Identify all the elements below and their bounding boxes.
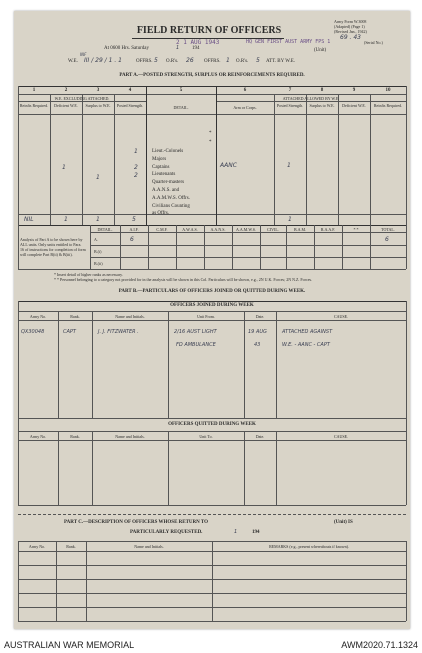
- joined-cause-line1: ATTACHED AGAINST: [282, 329, 333, 335]
- deficient-value: 1: [62, 164, 66, 171]
- form-title: FIELD RETURN OF OFFICERS: [136, 25, 282, 36]
- posted-captains: 2: [134, 164, 138, 171]
- joined-unit-line1: 2/16 AUST LIGHT: [174, 329, 217, 335]
- col-header-reinfts: Reinfts Required.: [19, 103, 49, 108]
- offrs-label: OFFRS.: [136, 59, 153, 64]
- posted-lt-col: 1: [134, 148, 138, 155]
- arm-corps-value: AANC: [220, 162, 237, 169]
- analysis-row-a: A.: [94, 237, 98, 242]
- offrs2-label: OFFRS.: [204, 59, 221, 64]
- form-reference: Army Form W.3008 (Adapted) (Page 1) (Revised Jan., 1942): [334, 19, 367, 34]
- total-posted-att: 1: [288, 216, 292, 223]
- posted-att-value: 1: [287, 162, 291, 169]
- joined-rank: CAPT: [63, 329, 76, 335]
- joined-title: OFFICERS JOINED DURING WEEK: [170, 303, 254, 308]
- col-header-reinfts-att: Reinfts Required.: [373, 103, 403, 108]
- caption-bar: [0, 636, 422, 653]
- joined-name: J. J. FITZWATER .: [98, 329, 139, 335]
- analysis-row-b2: B.(ii): [94, 261, 103, 266]
- footnote-1: * Insert detail of higher ranks as necessary.: [54, 272, 123, 277]
- col-header-posted-att: Posted Strength.: [276, 103, 304, 108]
- total-reinfts: NIL: [24, 216, 34, 223]
- col-header-surplus-att: Surplus to W.E.: [309, 103, 335, 108]
- part-b-title: PART B.—PARTICULARS OF OFFICERS JOINED OR QUITTED DURING WEEK.: [118, 289, 306, 294]
- joined-date-line2: 43: [254, 342, 261, 348]
- analysis-note: Analysis of Part A to be shown here by ALL units. Only units entitled to Para. 16 of instructions for completion of form will complete Part B(ii) & B(iii).: [20, 237, 86, 257]
- analysis-row-b1: B.(i): [94, 249, 102, 254]
- we-label: W.E.: [68, 59, 78, 64]
- col-header-deficient-att: Deficient W.E.: [342, 103, 366, 108]
- posted-lieutenants: 2: [134, 172, 138, 179]
- surplus-value: 1: [96, 174, 100, 181]
- col-header-surplus: Surplus to W.E.: [85, 103, 111, 108]
- group-header-left: W.E. EXCLUDING ATTACHED.: [54, 96, 110, 101]
- form-sheet: FIELD RETURN OF OFFICERS Army Form W.3008 (Adapted) (Page 1) (Revised Jan., 1942) 69 . 43 (Serial No.) At 0600 Hrs. Saturday 1 194 2 1 AUG 1943 HQ GEN FIRST AUST ARMY FPS 1 (Unit) INF W.E. III / 29 / 1 . 1 OFFRS. 5 O.R's. 26 OFFRS. 1 O.R's. 5 ATT. BY W.E. PART A.—POSTED STRENGTH, SURPLUS OR REINFORCEMENTS REQUIRED. 1 2 3 4 5 6 7 8 9 10 W.E. EXCLUDING ATTACHED. ATTACHED ALLOWED BY W.E. Reinfts Required. Deficient W.E. Surplus to W.E. Posted Strength. DETAIL. Arm or Corps. Posted Strength. Surplus to W.E. Deficient W.E. Reinfts Required. Lieut.-Colonels Majors Captains Lieutenants Quarter-masters A.A.N.S. and A.A.M.W.S. Offrs. Civilians Counting as Offrs. * * 1 1 1 2 2 AANC 1 NIL 1 1 5 1 Analysis of Part A to be shown here by ALL units. Only units entitled to Para. 16 of instructions for completion of form will complete Part B(ii) & B(iii). DETAIL. A.I.F. C.M.F. A.W.A.S. A.A.N.S. A.A.M.W.S. CIVIL. B.A.M. R.A.A.F. * * TOTAL. A. B.(i) B.(ii) 6 6 * Insert detail of higher ranks as necessary. * * Personnel belonging to a category not provided for in the analysis will be shown in this Col. Particulars will be shown, e.g., 2N U.K. Forces; 2N N.Z. Forces. PART B.—PARTICULARS OF OFFICERS JOINED OR QUITTED DURING WEEK. OFFICERS JOINED DURING WEEK Army No. Rank. Name and Initials. Unit From. Date. CAUSE. QX30048 CAPT J. J. FITZWATER . 2/16 AUST LIGHT FD AMBULANCE 19 AUG 43 ATTACHED AGAINST W.E. - AANC - CAPT OFFICERS QUITTED DURING WEEK Army No. Rank. Name and Initials. Unit To. Date. CAUSE. PART C.—DESCRIPTION OF OFFICERS WHOSE RETURN TO (Unit) IS PARTICULARLY REQUESTED. 1 194 Army No. Rank. Name and Initials. REMARKS (e.g., present whereabouts if known).: [14, 11, 410, 629]
- at-year: 194: [192, 46, 200, 51]
- ors2-value: 5: [256, 57, 260, 64]
- footer-credit: AUSTRALIAN WAR MEMORIAL: [4, 640, 135, 650]
- serial-label: (Serial No.): [364, 40, 383, 45]
- col-header-arm: Arm or Corps.: [233, 105, 257, 110]
- ors-label: O.R's.: [166, 59, 179, 64]
- serial-handwritten: 69 . 43: [340, 34, 361, 41]
- col-header-posted: Posted Strength.: [116, 103, 144, 108]
- at-day: 1: [176, 45, 180, 51]
- detail-list: Lieut.-Colonels Majors Captains Lieutenants Quarter-masters A.A.N.S. and A.A.M.W.S. Offrs. Civilians Counting as Offrs.: [152, 149, 190, 217]
- joined-date-line1: 19 AUG: [248, 329, 267, 335]
- we-value: III / 29 / 1 . 1: [84, 57, 122, 64]
- joined-army-no: QX30048: [21, 329, 45, 335]
- unit-label: (Unit): [314, 48, 327, 53]
- col-header-detail: DETAIL.: [173, 105, 189, 110]
- part-a-title: PART A.—POSTED STRENGTH, SURPLUS OR REINFORCEMENTS REQUIRED.: [119, 73, 305, 78]
- analysis-aif-a: 6: [130, 236, 134, 243]
- footnote-2: * * Personnel belonging to a category not provided for in the analysis will be shown in this Col. Particulars will be shown, e.g., 2N U.K. Forces; 2N N.Z. Forces.: [54, 277, 313, 282]
- margin-note: INF: [80, 52, 87, 57]
- footer-accession: AWM2020.71.1324: [341, 640, 418, 650]
- part-c-year: 194: [252, 530, 260, 535]
- joined-cause-line2: W.E. - AANC - CAPT: [282, 342, 330, 348]
- offrs-value: 5: [154, 57, 158, 64]
- total-posted: 5: [132, 216, 136, 223]
- analysis-total-a: 6: [385, 236, 389, 243]
- att-label: ATT. BY W.E.: [266, 59, 296, 64]
- offrs2-value: 1: [226, 57, 230, 64]
- col-header-deficient: Deficient W.E.: [54, 103, 78, 108]
- quitted-title: OFFICERS QUITTED DURING WEEK: [168, 422, 256, 427]
- ors-value: 26: [186, 57, 194, 64]
- ors2-label: O.R's.: [236, 59, 249, 64]
- group-header-right: ATTACHED ALLOWED BY W.E.: [282, 96, 340, 101]
- part-c-unit-label: (Unit) IS: [334, 520, 353, 525]
- total-deficient: 1: [64, 216, 68, 223]
- part-c-title: PART C.—DESCRIPTION OF OFFICERS WHOSE RETURN TO: [64, 520, 209, 525]
- total-surplus: 1: [96, 216, 100, 223]
- date-stamp: 2 1 AUG 1943: [176, 39, 220, 46]
- unit-stamp: HQ GEN FIRST AUST ARMY FPS 1: [246, 39, 331, 45]
- at-hours: At 0600 Hrs. Saturday: [104, 46, 149, 51]
- part-c-line2: PARTICULARLY REQUESTED.: [130, 530, 203, 535]
- part-c-day: 1: [234, 529, 238, 535]
- joined-unit-line2: FD AMBULANCE: [176, 342, 216, 348]
